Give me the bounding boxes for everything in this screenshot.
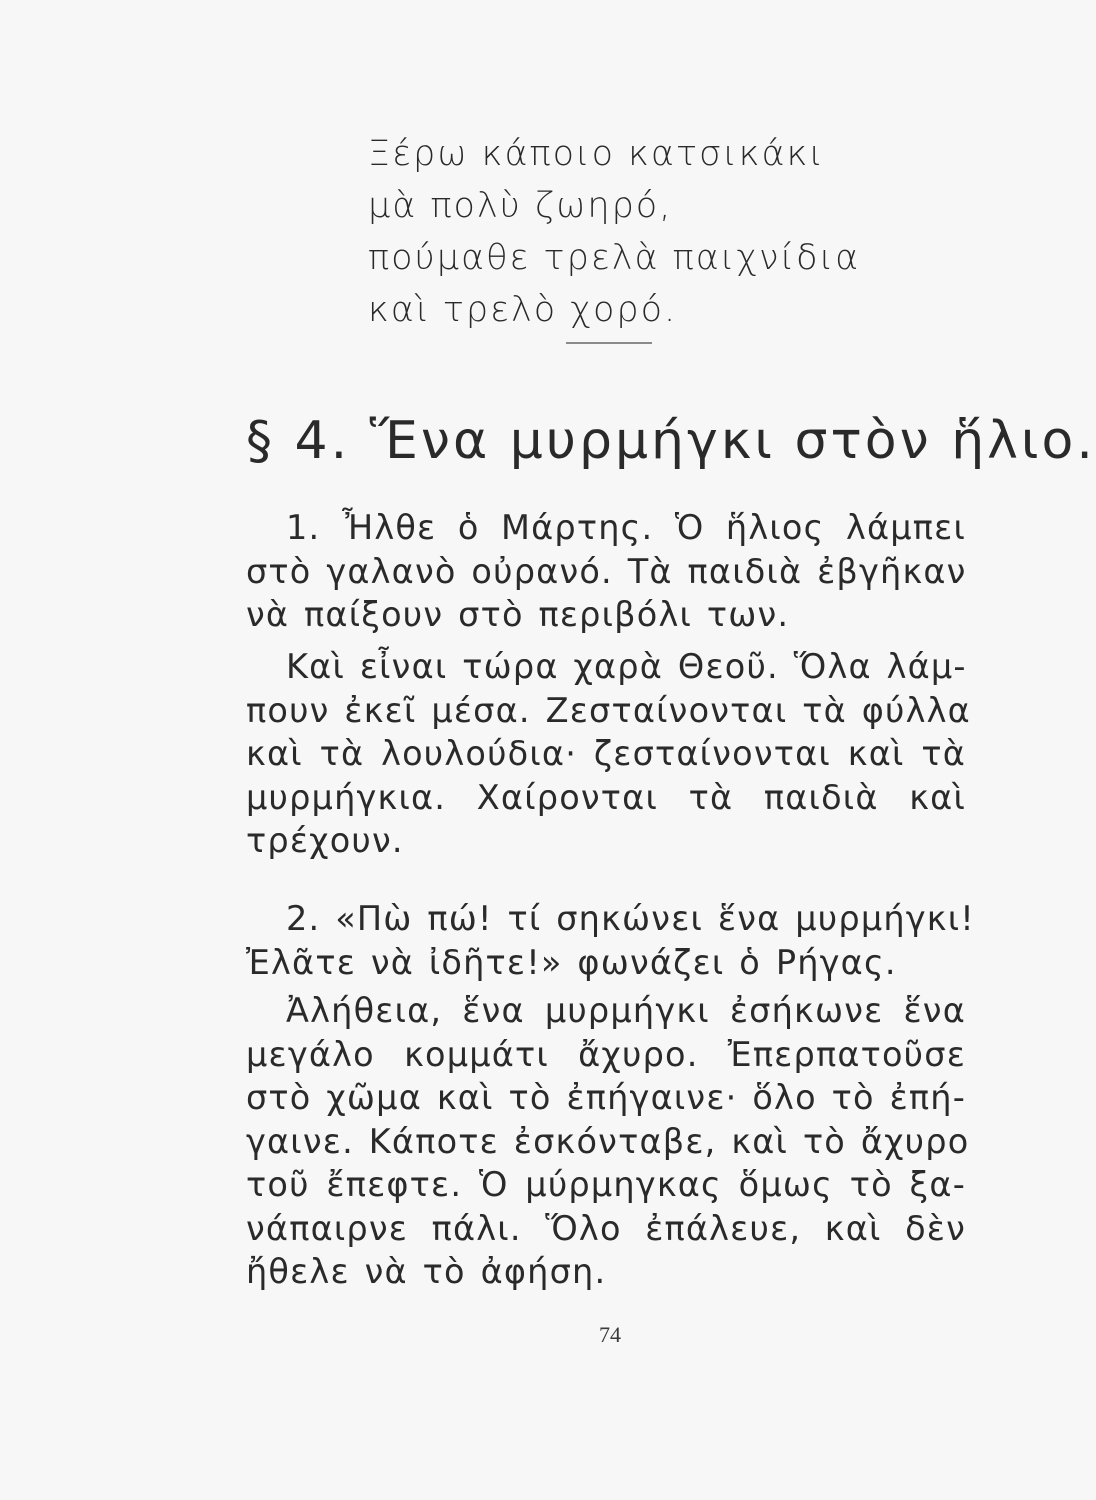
paragraph-1 bbox=[246, 506, 966, 637]
section-divider bbox=[566, 342, 652, 344]
text-line: τρέχουν. bbox=[246, 821, 404, 860]
text-line: Ἀλήθεια, ἕνα μυρμήγκι ἐσήκωνε ἕνα bbox=[286, 991, 966, 1030]
text-line: καὶ τὰ λουλούδια· ζεσταίνονται καὶ τὰ bbox=[246, 734, 966, 773]
text-line: νὰ παίξουν στὸ περιβόλι των. bbox=[246, 595, 790, 634]
poem-line: πούμαθε τρελὰ παιχνίδια bbox=[368, 238, 861, 278]
page-number: 74 bbox=[599, 1322, 621, 1347]
text-line: στὸ χῶμα καὶ τὸ ἐπήγαινε· ὅλο τὸ ἐπή- bbox=[246, 1078, 966, 1117]
paragraph-4 bbox=[246, 989, 970, 1294]
poem-line: καὶ τρελὸ χορό. bbox=[368, 290, 678, 330]
poem-line: Ξέρω κάποιο κατσικάκι bbox=[368, 134, 825, 174]
text-line: νάπαιρνε πάλι. Ὅλο ἐπάλευε, καὶ δὲν bbox=[246, 1208, 966, 1248]
text-line: μεγάλο κομμάτι ἄχυρο. Ἐπερπατοῦσε bbox=[246, 1034, 966, 1074]
text-line: ἤθελε νὰ τὸ ἀφήση. bbox=[246, 1252, 607, 1291]
poem-line: μὰ πολὺ ζωηρό, bbox=[368, 186, 673, 226]
text-line: Ἐλᾶτε νὰ ἰδῆτε!» φωνάζει ὁ Ρήγας. bbox=[246, 942, 897, 982]
text-line: μυρμήγκια. Χαίρονται τὰ παιδιὰ καὶ bbox=[246, 777, 966, 817]
text-line: γαινε. Κάποτε ἐσκόνταβε, καὶ τὸ ἄχυρο bbox=[246, 1121, 970, 1161]
section-title: § 4. Ἕνα μυρμήγκι στὸν ἥλιο. bbox=[246, 411, 1096, 471]
text-line: 1. Ἦλθε ὁ Μάρτης. Ὁ ἥλιος λάμπει bbox=[286, 508, 966, 547]
paragraph-2 bbox=[246, 645, 971, 863]
text-line: στὸ γαλανὸ οὐρανό. Τὰ παιδιὰ ἐβγῆκαν bbox=[246, 551, 967, 591]
text-line: Καὶ εἶναι τώρα χαρὰ Θεοῦ. Ὅλα λάμ- bbox=[286, 647, 967, 686]
text-line: τοῦ ἔπεφτε. Ὁ μύρμηγκας ὅμως τὸ ξα- bbox=[246, 1165, 966, 1204]
paragraph-3 bbox=[246, 897, 975, 984]
text-line: πουν ἐκεῖ μέσα. Ζεσταίνονται τὰ φύλλα bbox=[246, 690, 971, 730]
text-line: 2. «Πὼ πώ! τί σηκώνει ἕνα μυρμήγκι! bbox=[286, 899, 975, 938]
poem-stanza bbox=[368, 128, 888, 336]
